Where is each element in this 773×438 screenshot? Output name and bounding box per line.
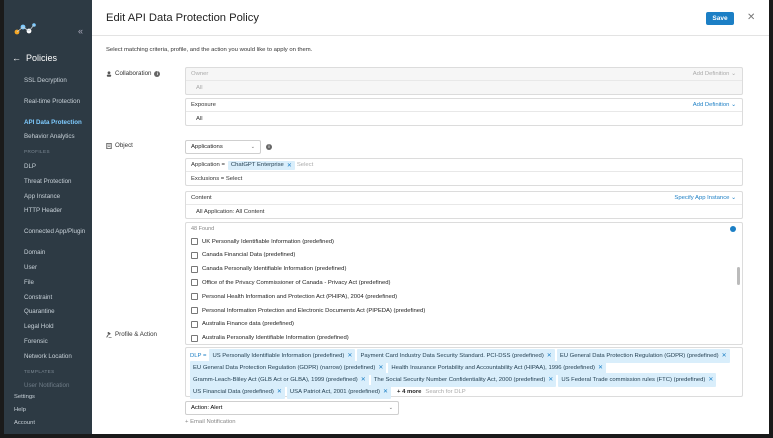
exposure-value: All xyxy=(196,115,203,122)
checkbox[interactable] xyxy=(191,307,198,314)
owner-row xyxy=(186,68,742,81)
sidebar-item-threat-protection[interactable]: Threat Protection xyxy=(24,177,72,185)
profile-option[interactable] xyxy=(191,252,295,259)
dlp-tag-label: US Personally Identifiable Information (predefined) xyxy=(212,353,345,359)
save-button[interactable]: Save xyxy=(706,12,734,25)
remove-tag-icon[interactable]: ✕ xyxy=(360,377,366,383)
back-label: Policies xyxy=(26,53,58,63)
dlp-profile-field[interactable] xyxy=(185,347,743,397)
dlp-tag xyxy=(287,385,391,399)
application-field[interactable] xyxy=(185,158,743,186)
exclusions-text: Exclusions = Select xyxy=(191,175,243,182)
dlp-tag-line xyxy=(190,386,738,398)
found-count: 48 Found xyxy=(191,226,215,232)
content-value-row xyxy=(186,205,742,218)
gavel-icon xyxy=(106,332,112,338)
sidebar-item-app-instance[interactable]: App Instance xyxy=(24,192,61,200)
app-window xyxy=(4,0,769,434)
remove-tag-icon[interactable]: ✕ xyxy=(347,353,353,359)
owner-add-definition[interactable] xyxy=(693,71,736,77)
exposure-value-row xyxy=(186,112,742,125)
sidebar-bottom-settings[interactable]: Settings xyxy=(14,394,35,400)
profile-action-text: Profile & Action xyxy=(115,331,157,338)
application-placeholder[interactable]: Select xyxy=(296,162,314,168)
profile-option-label: UK Personally Identifiable Information (predefined) xyxy=(202,238,334,245)
checkbox[interactable] xyxy=(191,252,198,259)
dlp-tag xyxy=(190,385,285,399)
dlp-tag xyxy=(558,373,716,387)
collapse-sidebar-icon[interactable]: « xyxy=(78,26,84,36)
sidebar-item-network-location[interactable]: Network Location xyxy=(24,352,72,360)
remove-tag-icon[interactable]: ✕ xyxy=(286,162,292,169)
sidebar-item-constraint[interactable]: Constraint xyxy=(24,293,53,301)
dlp-search-input[interactable]: Search for DLP xyxy=(425,389,466,395)
dlp-tag-label: The Social Security Number Confidentiality Act, 2000 (predefined) xyxy=(373,377,546,383)
chevron-down-icon: ⌄ xyxy=(250,144,255,150)
exclusions-row[interactable] xyxy=(186,172,742,185)
arrow-left-icon: ← xyxy=(12,53,21,63)
exposure-row xyxy=(186,99,742,112)
remove-tag-icon[interactable]: ✕ xyxy=(546,353,552,359)
remove-tag-icon[interactable]: ✕ xyxy=(378,365,384,371)
remove-tag-icon[interactable]: ✕ xyxy=(597,365,603,371)
profile-option-label: Personal Health Information and Protection Act (PHIPA), 2004 (predefined) xyxy=(202,293,398,300)
netskope-logo-icon xyxy=(14,22,36,36)
sidebar-item-real-time-protection[interactable]: Real-time Protection xyxy=(24,97,81,105)
content-title: Content xyxy=(191,195,212,201)
sidebar-bottom xyxy=(14,391,35,430)
header xyxy=(92,0,769,36)
dlp-tag-label: EU General Data Protection Regulation (GDPR) (predefined) xyxy=(559,353,719,359)
sidebar-item-dlp[interactable]: DLP xyxy=(24,163,37,171)
specify-app-instance-label: Specify App Instance xyxy=(674,195,730,201)
profile-option[interactable] xyxy=(191,335,349,342)
document-icon xyxy=(106,143,112,149)
content-value: All Application: All Content xyxy=(196,208,265,215)
action-select[interactable] xyxy=(185,401,399,415)
profile-option-label: Canada Personally Identifiable Information (predefined) xyxy=(202,266,347,273)
dlp-tag-label: US Federal Trade commission rules (FTC) (predefined) xyxy=(561,377,706,383)
chevron-down-icon: ⌄ xyxy=(388,405,393,411)
email-notification-link[interactable]: + Email Notification xyxy=(185,419,236,425)
dlp-tag-label: US Financial Data (predefined) xyxy=(193,389,274,395)
close-icon[interactable]: ✕ xyxy=(747,12,756,23)
sidebar-nav xyxy=(24,73,90,393)
sidebar-item-ssl-decryption[interactable]: SSL Decryption xyxy=(24,76,67,84)
profile-option[interactable] xyxy=(191,307,425,314)
sidebar-item-connected-app-plugin[interactable]: Connected App/Plugin xyxy=(24,228,86,236)
settings-icon[interactable] xyxy=(730,226,736,232)
profile-option-label: Australia Finance data (predefined) xyxy=(202,321,295,328)
owner-title: Owner xyxy=(191,71,209,77)
sidebar-item-http-header[interactable]: HTTP Header xyxy=(24,207,63,215)
sidebar-item-file[interactable]: File xyxy=(24,278,34,286)
sidebar-item-user-notification[interactable]: User Notification xyxy=(24,382,70,390)
object-type-select[interactable] xyxy=(185,140,261,154)
object-label xyxy=(106,142,133,149)
info-icon[interactable]: i xyxy=(154,71,160,77)
checkbox[interactable] xyxy=(191,321,198,328)
checkbox[interactable] xyxy=(191,293,198,300)
people-icon xyxy=(106,71,112,77)
dlp-tag-label: EU General Data Protection Regulation (GDPR) (narrow) (predefined) xyxy=(193,365,376,371)
exposure-title: Exposure xyxy=(191,102,216,108)
exposure-add-definition-label: Add Definition xyxy=(692,102,730,108)
content-field[interactable] xyxy=(185,191,743,219)
dlp-prefix: DLP = xyxy=(190,353,207,359)
dlp-tag-label: Payment Card Industry Data Security Standard. PCI-DSS (predefined) xyxy=(360,353,544,359)
content-row xyxy=(186,192,742,205)
info-icon[interactable]: i xyxy=(266,144,272,150)
chevron-down-icon: ⌄ xyxy=(731,102,736,108)
page-title: Edit API Data Protection Policy xyxy=(106,12,259,24)
profile-option-label: Personal Information Protection and Electronic Documents Act (PIPEDA) (predefined) xyxy=(202,307,426,314)
checkbox[interactable] xyxy=(191,279,198,286)
remove-tag-icon[interactable]: ✕ xyxy=(276,389,282,395)
application-tag xyxy=(228,161,295,170)
remove-tag-icon[interactable]: ✕ xyxy=(708,377,714,383)
exposure-add-definition[interactable] xyxy=(693,102,736,108)
sidebar-item-domain[interactable]: Domain xyxy=(24,249,46,257)
checkbox[interactable] xyxy=(191,266,198,273)
collaboration-label xyxy=(106,70,160,77)
checkbox[interactable] xyxy=(191,238,198,245)
collaboration-text: Collaboration xyxy=(115,70,152,77)
sidebar-item-behavior-analytics[interactable]: Behavior Analytics xyxy=(24,133,75,141)
section-header: PROFILES xyxy=(24,149,50,155)
owner-add-definition-label: Add Definition xyxy=(692,71,730,77)
application-row xyxy=(186,159,742,172)
subtitle: Select matching criteria, profile, and the action you would like to apply on them. xyxy=(106,47,313,53)
profile-option[interactable] xyxy=(191,266,346,273)
profile-option[interactable] xyxy=(191,321,294,328)
profile-option[interactable] xyxy=(191,279,390,286)
dlp-tag-label: Health Insurance Portability and Accountability Act (HIPAA), 1996 (predefined) xyxy=(391,365,595,371)
sidebar-item-forensic[interactable]: Forensic xyxy=(24,337,48,345)
application-tag-label: ChatGPT Enterprise xyxy=(230,162,284,168)
checkbox[interactable] xyxy=(191,335,198,342)
profile-option[interactable] xyxy=(191,293,397,300)
profile-dropdown-list xyxy=(185,222,743,345)
action-value: Action: Alert xyxy=(191,405,223,411)
profile-option-label: Australia Personally Identifiable Information (predefined) xyxy=(202,335,349,342)
sidebar-bottom-help[interactable]: Help xyxy=(14,407,26,413)
main-panel xyxy=(92,0,769,434)
back-to-policies[interactable] xyxy=(12,53,57,63)
profile-option-label: Office of the Privacy Commissioner of Canada - Privacy Act (predefined) xyxy=(202,279,391,286)
profile-action-label xyxy=(106,331,157,338)
scrollbar[interactable] xyxy=(737,267,740,285)
object-type-value: Applications xyxy=(191,144,223,150)
owner-value-row xyxy=(186,81,742,94)
sidebar-item-api-data-protection[interactable]: API Data Protection xyxy=(24,118,82,126)
sidebar-item-quarantine[interactable]: Quarantine xyxy=(24,308,55,316)
dlp-tag-label: USA Patriot Act, 2001 (predefined) xyxy=(289,389,380,395)
dlp-tag xyxy=(371,373,557,387)
object-text: Object xyxy=(115,142,133,149)
application-prefix: Application = xyxy=(191,162,225,168)
remove-tag-icon[interactable]: ✕ xyxy=(721,353,727,359)
dlp-tag-label: Gramm-Leach-Bliley Act (GLB Act or GLBA), 1999 (predefined) xyxy=(193,377,358,383)
sidebar xyxy=(4,0,92,434)
profile-option-label: Canada Financial Data (predefined) xyxy=(202,252,296,259)
remove-tag-icon[interactable]: ✕ xyxy=(548,377,554,383)
owner-value: All xyxy=(196,84,203,91)
specify-app-instance[interactable] xyxy=(674,195,736,201)
more-tags-link[interactable]: + 4 more xyxy=(397,389,422,395)
sidebar-item-legal-hold[interactable]: Legal Hold xyxy=(24,323,54,331)
exposure-field[interactable] xyxy=(185,98,743,126)
sidebar-bottom-account[interactable]: Account xyxy=(14,420,35,426)
chevron-down-icon: ⌄ xyxy=(731,71,736,77)
section-header: TEMPLATES xyxy=(24,368,55,374)
sidebar-item-user[interactable]: User xyxy=(24,264,38,271)
owner-field[interactable] xyxy=(185,67,743,95)
chevron-down-icon: ⌄ xyxy=(731,195,736,201)
remove-tag-icon[interactable]: ✕ xyxy=(382,389,388,395)
profile-option[interactable] xyxy=(191,238,334,245)
